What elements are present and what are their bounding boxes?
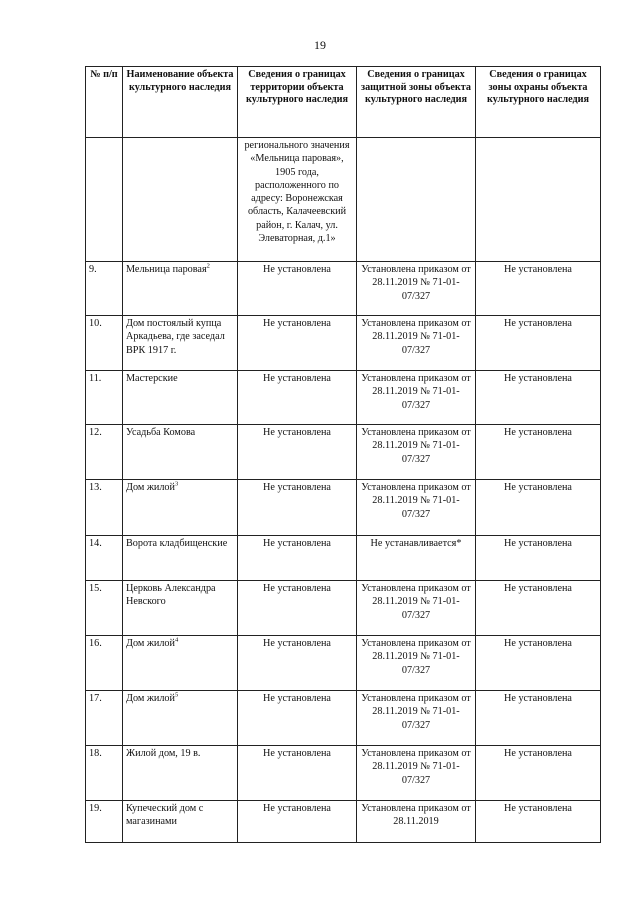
cell-security-zone: Не установлена xyxy=(476,480,601,536)
cell-num: 16. xyxy=(86,636,123,691)
cell-territory: Не установлена xyxy=(238,691,357,746)
footnote-marker: 2 xyxy=(206,262,210,270)
cell-territory: Не установлена xyxy=(238,425,357,480)
cell-name xyxy=(123,371,238,425)
footnote-marker: 5 xyxy=(174,691,179,699)
cell-name xyxy=(123,425,238,480)
header-name: Наименование объекта культурного наследия xyxy=(123,67,238,138)
cell-protective-zone: Установлена приказом от 28.11.2019 xyxy=(357,801,476,843)
table-header xyxy=(86,67,601,138)
cell-security-zone: Не установлена xyxy=(476,371,601,425)
cell-territory: Не установлена xyxy=(238,636,357,691)
cell-name xyxy=(123,636,238,691)
cell-num: 12. xyxy=(86,425,123,480)
cell-protective-zone: Установлена приказом от 28.11.2019 № 71-01-07/327 xyxy=(357,371,476,425)
footnote-marker: 3 xyxy=(174,480,179,488)
cell-num: 11. xyxy=(86,371,123,425)
table-row xyxy=(86,691,601,746)
table-row xyxy=(86,801,601,843)
cell-territory: Не установлена xyxy=(238,316,357,371)
header-protective-zone: Сведения о границах защитной зоны объекта культурного наследия xyxy=(357,67,476,138)
cell-name xyxy=(123,581,238,636)
cell-num: 17. xyxy=(86,691,123,746)
cell-security-zone: Не установлена xyxy=(476,425,601,480)
cell-territory: Не установлена xyxy=(238,581,357,636)
object-name: Дом жилой xyxy=(126,638,175,649)
page-number: 19 xyxy=(314,38,326,52)
header-num: № п/п xyxy=(86,67,123,138)
cell-num xyxy=(86,138,123,262)
cell-protective-zone: Установлена приказом от 28.11.2019 № 71-01-07/327 xyxy=(357,581,476,636)
cell-security-zone: Не установлена xyxy=(476,316,601,371)
cell-security-zone: Не установлена xyxy=(476,262,601,316)
cell-num: 14. xyxy=(86,536,123,581)
cell-security-zone: Не установлена xyxy=(476,636,601,691)
cell-num: 9. xyxy=(86,262,123,316)
cell-name xyxy=(123,138,238,262)
object-name: Мастерские xyxy=(126,373,178,384)
cell-territory: Не установлена xyxy=(238,746,357,801)
cell-security-zone: Не установлена xyxy=(476,691,601,746)
cell-territory: Не установлена xyxy=(238,536,357,581)
table-row xyxy=(86,262,601,316)
object-name: Дом постоялый купца Аркадьева, где заседал ВРК 1917 г. xyxy=(126,318,225,356)
cell-num: 13. xyxy=(86,480,123,536)
table-body xyxy=(86,138,601,843)
cell-security-zone: Не установлена xyxy=(476,746,601,801)
cell-protective-zone: Не устанавливается* xyxy=(357,536,476,581)
object-name: Церковь Александра Невского xyxy=(126,583,216,608)
cell-security-zone: Не установлена xyxy=(476,581,601,636)
footnote-marker: 4 xyxy=(174,636,179,644)
cell-security-zone: Не установлена xyxy=(476,801,601,843)
table-row xyxy=(86,425,601,480)
header-security-zone: Сведения о границах зоны охраны объекта культурного наследия xyxy=(476,67,601,138)
header-row xyxy=(86,67,601,138)
heritage-table xyxy=(85,66,601,843)
cell-protective-zone: Установлена приказом от 28.11.2019 № 71-01-07/327 xyxy=(357,746,476,801)
object-name: Жилой дом, 19 в. xyxy=(126,748,201,759)
table-row xyxy=(86,581,601,636)
cell-num: 18. xyxy=(86,746,123,801)
cell-name xyxy=(123,746,238,801)
object-name: Купеческий дом с магазинами xyxy=(126,803,204,828)
table-row xyxy=(86,316,601,371)
object-name: Усадьба Комова xyxy=(126,427,196,438)
header-territory: Сведения о границах территории объекта культурного наследия xyxy=(238,67,357,138)
cell-num: 15. xyxy=(86,581,123,636)
cell-protective-zone: Установлена приказом от 28.11.2019 № 71-01-07/327 xyxy=(357,636,476,691)
table-row xyxy=(86,636,601,691)
table-row-continuation xyxy=(86,138,601,262)
cell-protective-zone: Установлена приказом от 28.11.2019 № 71-01-07/327 xyxy=(357,425,476,480)
cell-security-zone xyxy=(476,138,601,262)
cell-num: 10. xyxy=(86,316,123,371)
cell-name xyxy=(123,801,238,843)
object-name: Дом жилой xyxy=(126,482,175,493)
cell-territory: регионального значения «Мельница паровая», 1905 года, расположенного по адресу: Воронежская область, Калачеевский район, г. Калач, ул. Элеваторная, д.1» xyxy=(238,138,357,262)
cell-territory: Не установлена xyxy=(238,480,357,536)
cell-territory: Не установлена xyxy=(238,801,357,843)
table-row xyxy=(86,746,601,801)
cell-protective-zone xyxy=(357,138,476,262)
cell-name xyxy=(123,536,238,581)
table-row xyxy=(86,480,601,536)
cell-territory: Не установлена xyxy=(238,371,357,425)
cell-security-zone: Не установлена xyxy=(476,536,601,581)
cell-name xyxy=(123,316,238,371)
cell-protective-zone: Установлена приказом от 28.11.2019 № 71-01-07/327 xyxy=(357,480,476,536)
cell-num: 19. xyxy=(86,801,123,843)
cell-name xyxy=(123,480,238,536)
cell-protective-zone: Установлена приказом от 28.11.2019 № 71-01-07/327 xyxy=(357,691,476,746)
cell-name xyxy=(123,262,238,316)
cell-name xyxy=(123,691,238,746)
object-name: Ворота кладбищенские xyxy=(126,538,228,549)
cell-protective-zone: Установлена приказом от 28.11.2019 № 71-01-07/327 xyxy=(357,316,476,371)
table-row xyxy=(86,371,601,425)
cell-protective-zone: Установлена приказом от 28.11.2019 № 71-01-07/327 xyxy=(357,262,476,316)
object-name: Дом жилой xyxy=(126,693,175,704)
table-row xyxy=(86,536,601,581)
cell-territory: Не установлена xyxy=(238,262,357,316)
object-name: Мельница паровая xyxy=(126,264,207,275)
